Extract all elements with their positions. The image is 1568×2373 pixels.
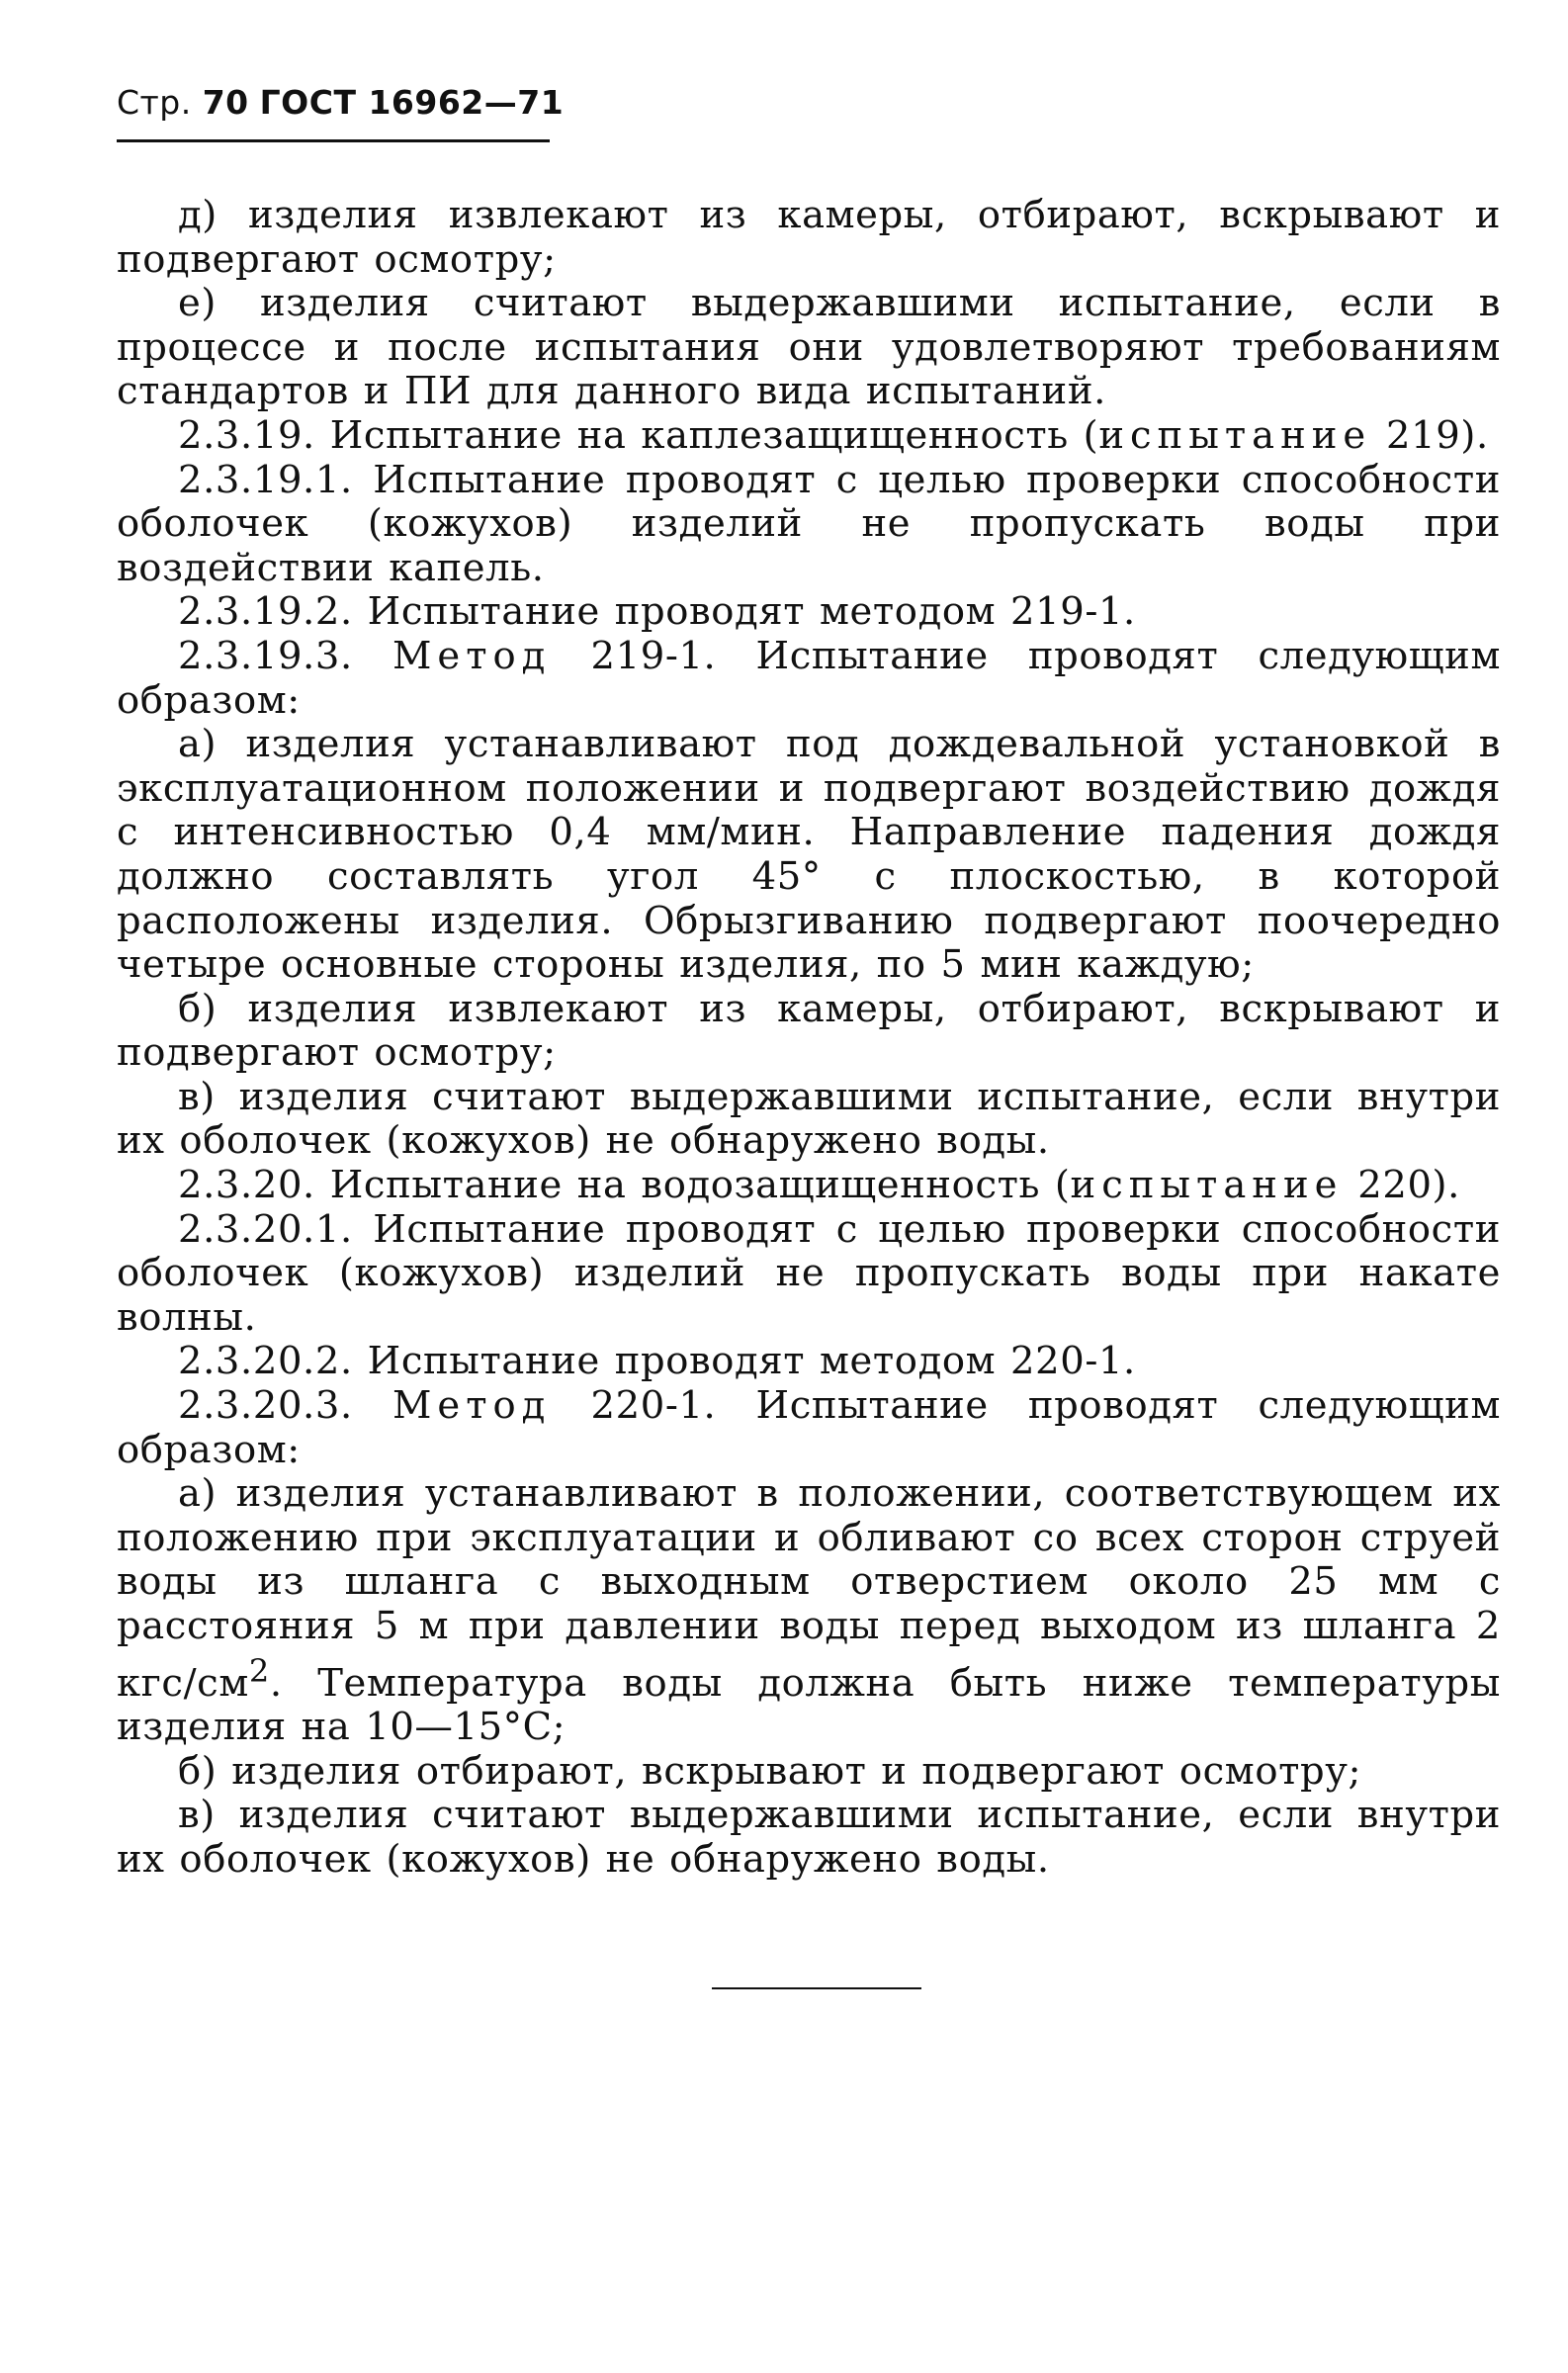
section-2-3-20-title-lead: 2.3.20. Испытание на водозащищенность ( bbox=[178, 1163, 1071, 1208]
method-219-item-a: а) изделия устанавливают под дождевальной установкой в эксплуатационном положении и подвергают воздействию дождя с интенсивностью 0,4 мм/мин. Направление падения дождя должно составлять угол 45° с плоскостью, в которой расположены изделия. Обрызгиванию подвергают поочередно четыре основные стороны изделия, по 5 мин каждую; bbox=[117, 722, 1501, 988]
section-2-3-19-title bbox=[117, 414, 1501, 459]
method-219-item-c: в) изделия считают выдержавшими испытание, если внутри их оболочек (кожухов) не обнаружено воды. bbox=[117, 1074, 1501, 1164]
method-219-item-b: б) изделия извлекают из камеры, отбирают, вскрывают и подвергают осмотру; bbox=[117, 986, 1501, 1076]
item-e-pass-criteria: е) изделия считают выдержавшими испытание, если в процессе и после испытания они удовлетворяют требованиям стандартов и ПИ для данного вида испытаний. bbox=[117, 281, 1501, 414]
end-of-text-rule bbox=[712, 1987, 921, 1989]
section-2-3-19-3-lead: 2.3.19.3. bbox=[178, 633, 392, 678]
section-2-3-20-1: 2.3.20.1. Испытание проводят с целью проверки способности оболочек (кожухов) изделий не пропускать воды при накате волны. bbox=[117, 1206, 1501, 1340]
section-2-3-19-3-tail: 219-1. Испытание проводят следующим образом: bbox=[117, 633, 1501, 723]
standard-code: ГОСТ 16962—71 bbox=[259, 83, 565, 122]
method-220-item-a-lead: а) изделия устанавливают в положении, соответствующем их положению при эксплуатации и обливают со всех сторон струей воды из шланга с выходным отверстием около 25 мм с расстояния 5 м при давлении воды перед выходом из шланга 2 кгс/см bbox=[117, 1471, 1501, 1706]
page-label: Стр. bbox=[117, 83, 192, 122]
method-220-item-a bbox=[117, 1472, 1501, 1749]
section-2-3-19-2: 2.3.19.2. Испытание проводят методом 219-1. bbox=[178, 589, 1136, 635]
section-2-3-20-3-spaced: Метод bbox=[392, 1383, 552, 1429]
method-220-item-c: в) изделия считают выдержавшими испытание, если внутри их оболочек (кожухов) не обнаружено воды. bbox=[117, 1793, 1501, 1882]
section-2-3-20-3 bbox=[117, 1384, 1501, 1472]
section-2-3-20-title-spaced: испытание bbox=[1070, 1163, 1344, 1208]
section-2-3-20-title-tail: 220). bbox=[1343, 1163, 1461, 1208]
section-2-3-19-title-lead: 2.3.19. Испытание на каплезащищенность ( bbox=[178, 412, 1099, 458]
method-220-item-a-tail: . Температура воды должна быть ниже температуры изделия на 10—15°С; bbox=[117, 1660, 1501, 1750]
header-rule bbox=[117, 139, 550, 142]
item-d-extract-inspect: д) изделия извлекают из камеры, отбирают, вскрывают и подвергают осмотру; bbox=[117, 193, 1501, 282]
section-2-3-19-3 bbox=[117, 635, 1501, 723]
method-220-item-b: б) изделия отбирают, вскрывают и подвергают осмотру; bbox=[178, 1748, 1362, 1794]
section-2-3-19-title-spaced: испытание bbox=[1098, 412, 1372, 458]
pressure-unit-superscript: 2 bbox=[248, 1651, 270, 1690]
section-2-3-20-title bbox=[117, 1164, 1501, 1208]
section-2-3-19-1: 2.3.19.1. Испытание проводят с целью проверки способности оболочек (кожухов) изделий не пропускать воды при воздействии капель. bbox=[117, 457, 1501, 590]
body-text bbox=[117, 194, 1501, 1882]
section-2-3-19-title-tail: 219). bbox=[1371, 412, 1489, 458]
section-2-3-20-3-tail: 220-1. Испытание проводят следующим образом: bbox=[117, 1383, 1501, 1472]
section-2-3-20-3-lead: 2.3.20.3. bbox=[178, 1383, 392, 1429]
page-number: 70 bbox=[202, 83, 249, 122]
section-2-3-20-2: 2.3.20.2. Испытание проводят методом 220-1. bbox=[178, 1339, 1136, 1384]
running-header bbox=[117, 83, 564, 123]
section-2-3-19-3-spaced: Метод bbox=[392, 633, 552, 678]
